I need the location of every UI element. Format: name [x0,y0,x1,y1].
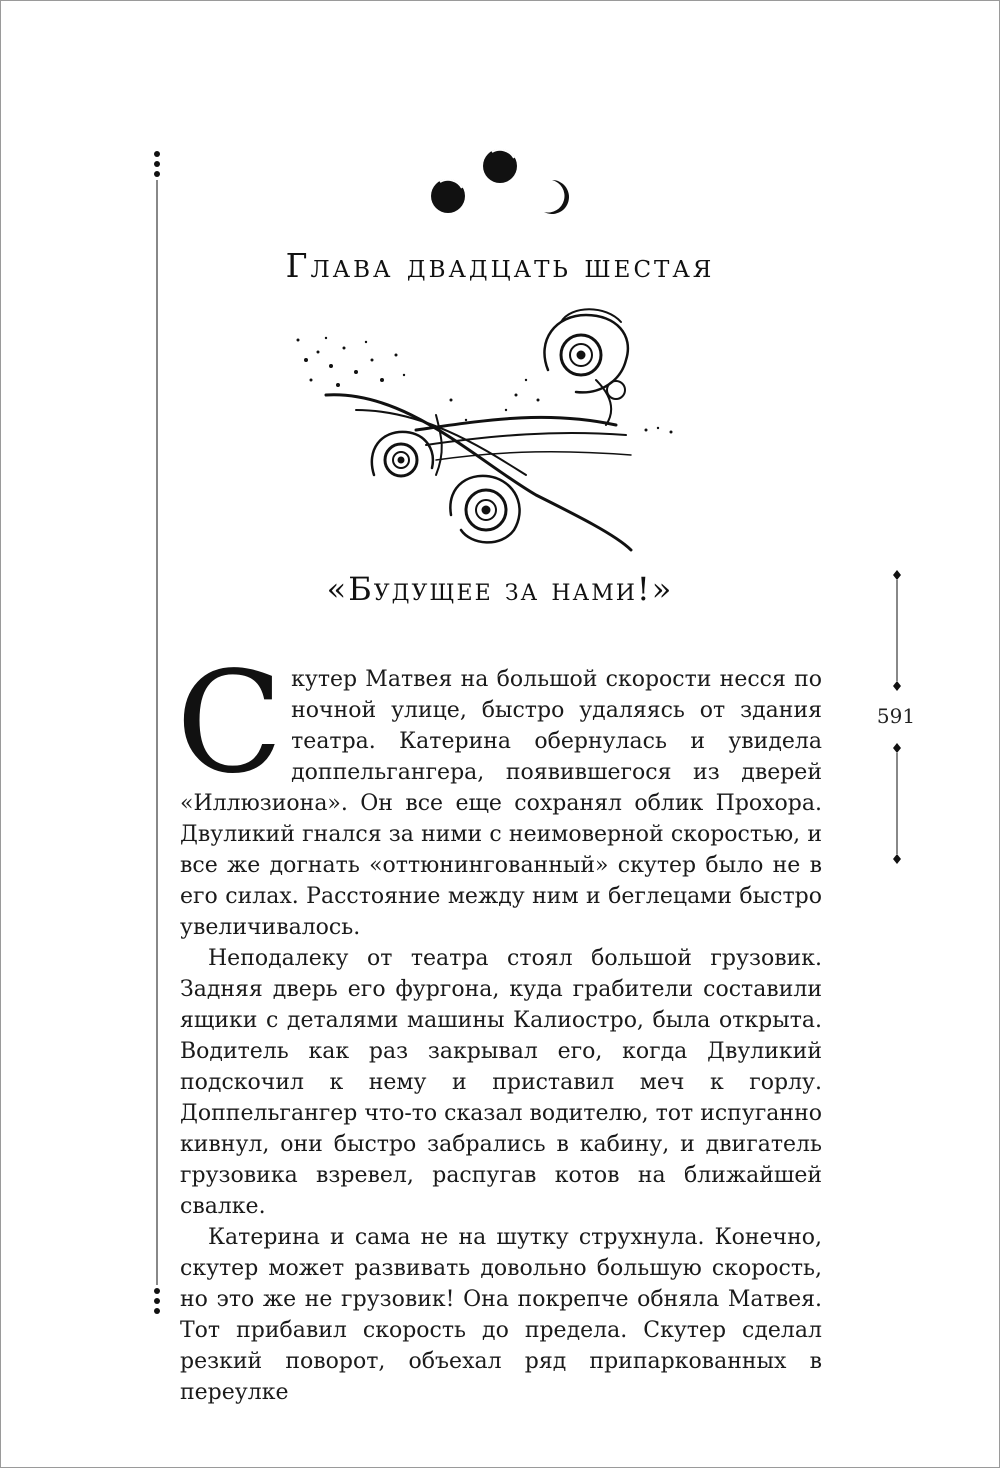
page-number: 591 [876,704,916,728]
paragraph-text: кутер Матвея на большой скорости несся по ночной улице, быстро удаляясь от здания театра. Катерина обернулась и увидела доппельгангера, появившегося из дверей «Иллюзиона». Он все еще сохранял облик Прохора. Двуликий гнался за ними с неимоверной скоростью, и все же догнать «оттюнингованный» скутер было не в его силах. Расстояние между ним и беглецами быстро увеличивалось. [180,667,822,940]
paragraph: Катерина и сама не на шутку струхнула. Конечно, скутер может развивать довольно большую скорость, но это же не грузовик! Она покрепче обняла Матвея. Тот прибавил скорость до предела. Скутер сделал резкий поворот, объехал ряд припаркованных в переулке [180,1225,822,1405]
wave-ornament-illustration [286,300,686,555]
left-margin-rule [152,150,162,1315]
paragraph [176,642,822,943]
drop-cap: С [176,642,284,805]
body-text [176,642,822,1408]
chapter-title: Глава двадцать шестая [285,246,715,285]
moon-phases-icon [420,142,580,222]
paragraph: Неподалеку от театра стоял большой грузовик. Задняя дверь его фургона, куда грабители составили ящики с деталями машины Калиостро, была открыта. Водитель как раз закрывал его, когда Двуликий подскочил к нему и приставил меч к горлу. Доппельгангер что-то сказал водителю, тот испуганно кивнул, они быстро забрались в кабину, и двигатель грузовика взревел, распугав котов на ближайшей свалке. [180,946,822,1219]
chapter-subtitle: «Будущее за нами!» [326,570,674,608]
